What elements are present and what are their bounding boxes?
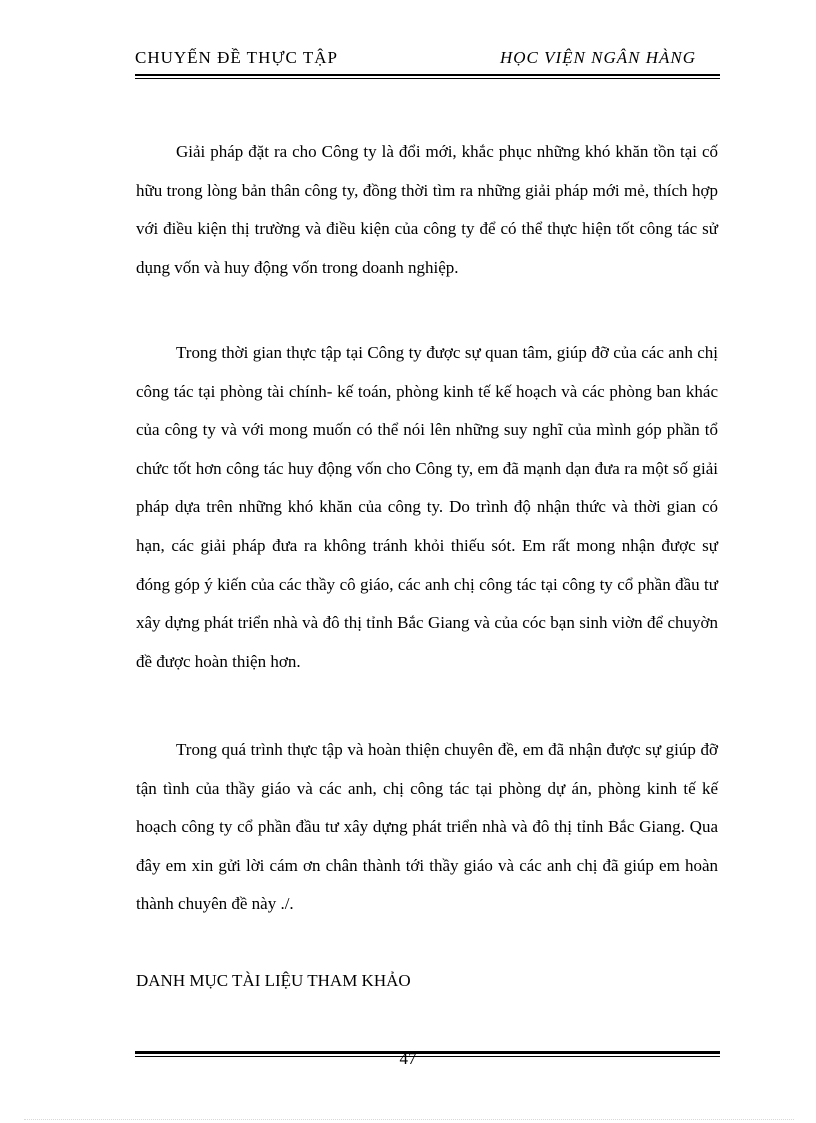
body-paragraph-2: Trong thời gian thực tập tại Công ty được sự quan tâm, giúp đỡ của các anh chị công tác tại phòng tài chính- kế toán, phòng kinh tế kế hoạch và các phòng ban khác của công ty và với mong muốn có thể nói lên những suy nghĩ của mình góp phần tổ chức tốt hơn công tác huy động vốn cho Công ty, em đã mạnh dạn đưa ra một số giải pháp dựa trên những khó khăn của công ty. Do trình độ nhận thức và thời gian có hạn, các giải pháp đưa ra không tránh khỏi thiếu sót. Em rất mong nhận được sự đóng góp ý kiến của các thầy cô giáo, các anh chị công tác tại công ty cổ phần đầu tư xây dựng phát triển nhà và đô thị tỉnh Bắc Giang và của cóc bạn sinh viờn để chuyờn đề được hoàn thiện hơn. [136,343,718,671]
page-bottom-border [24,1119,794,1120]
header-left-title: CHUYẾN ĐỀ THỰC TẬP [135,48,338,67]
header-right-title: HỌC VIỆN NGÂN HÀNG [499,48,696,67]
body-paragraph-3: Trong quá trình thực tập và hoàn thiện chuyên đề, em đã nhận được sự giúp đỡ tận tình của thầy giáo và các anh, chị công tác tại phòng dự án, phòng kinh tế kế hoạch công ty cổ phần đầu tư xây dựng phát triển nhà và đô thị tỉnh Bắc Giang. Qua đây em xin gửi lời cám ơn chân thành tới thầy giáo và các anh chị đã giúp em hoàn thành chuyên đề này ./. [136,740,718,914]
page-header [135,48,720,72]
references-heading: DANH MỤC TÀI LIỆU THAM KHẢO [136,971,411,990]
header-rule-thin [135,78,720,79]
header-rule-thick [135,74,720,76]
page-number: 47 [399,1049,417,1068]
body-paragraph-1: Giải pháp đặt ra cho Công ty là đổi mới, khắc phục những khó khăn tồn tại cố hữu trong lòng bản thân công ty, đồng thời tìm ra những giải pháp mới mẻ, thích hợp với điều kiện thị trường và điều kiện của công ty để có thể thực hiện tốt công tác sử dụng vốn và huy động vốn trong doanh nghiệp. [136,142,718,277]
